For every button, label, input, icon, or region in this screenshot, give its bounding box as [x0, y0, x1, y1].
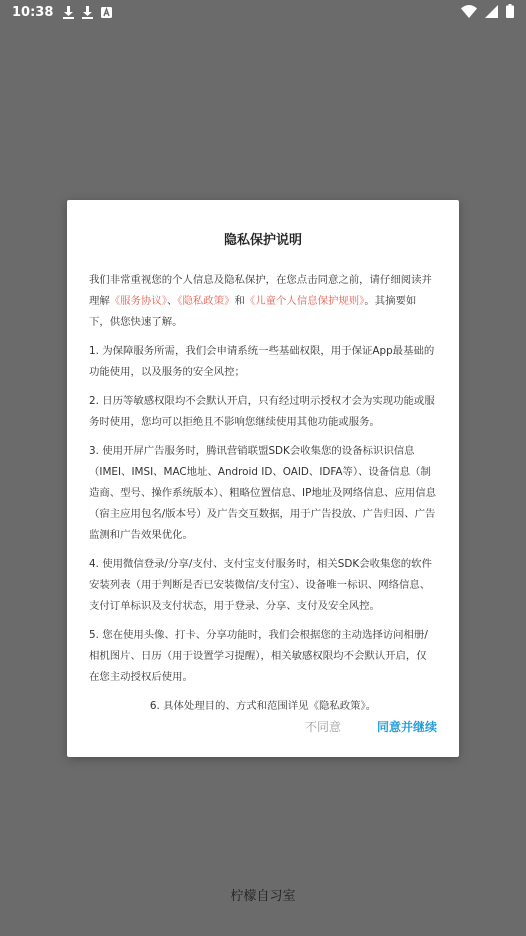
status-bar	[0, 0, 526, 24]
disagree-button[interactable]: 不同意	[304, 720, 341, 734]
item-permissions: 1. 为保障服务所需，我们会申请系统一些基础权限，用于保证App最基础的功能使用，以及服务的安全风控；	[89, 345, 435, 378]
intro-separator: 、	[166, 295, 178, 307]
intro-text: 。其摘要如下，供您快速了解。	[89, 295, 417, 328]
a-notification-icon	[101, 7, 112, 18]
signal-icon	[485, 5, 498, 18]
item-policy-reference: 6. 具体处理目的、方式和范围详见《隐私政策》。	[149, 700, 377, 712]
item-ad-sdk: 3. 使用开屏广告服务时，腾讯营销联盟SDK会收集您的设备标识识信息（IMEI、IMSI、MAC地址、Android ID、OAID、IDFA等）、设备信息（制造商、型号、操作系统版本）、粗略位置信息、IP地址及网络信息、应用信息（宿主应用包名/版本号）及广告交互数据，用于广告投放、广告归因、广告监测和广告效果优化。	[89, 445, 437, 541]
privacy-dialog	[67, 200, 459, 757]
status-system-icons	[461, 4, 514, 18]
battery-icon	[506, 4, 514, 18]
dialog-body	[89, 270, 437, 717]
intro-text: 我们非常重视您的个人信息及隐私保护，在您点击同意之前，请仔细阅读并理解	[89, 274, 432, 307]
privacy-policy-link[interactable]: 《隐私政策》	[177, 295, 235, 307]
intro-paragraph	[89, 270, 437, 333]
agree-button[interactable]: 同意并继续	[376, 720, 437, 734]
item-sensitive-permissions: 2. 日历等敏感权限均不会默认开启，只有经过明示授权才会为实现功能或服务时使用，您均可以拒绝且不影响您继续使用其他功能或服务。	[89, 395, 435, 428]
service-agreement-link[interactable]: 《服务协议》	[109, 295, 167, 307]
dialog-title: 隐私保护说明	[223, 233, 302, 248]
app-name: 柠檬自习室	[230, 889, 296, 904]
download-icon	[82, 6, 93, 19]
status-notification-icons	[63, 6, 112, 19]
download-icon	[63, 6, 74, 19]
status-time: 10:38	[12, 4, 54, 20]
item-wechat-alipay-sdk: 4. 使用微信登录/分享/支付、支付宝支付服务时，相关SDK会收集您的软件安装列表（用于判断是否已安装微信/支付宝）、设备唯一标识、网络信息、支付订单标识及支付状态，用于登录、分享、支付及安全风控。	[89, 558, 432, 612]
item-photo-calendar: 5. 您在使用头像、打卡、分享功能时，我们会根据您的主动选择访问相册/相机图片、日历（用于设置学习提醒），相关敏感权限均不会默认开启，仅在您主动授权后使用。	[89, 629, 428, 683]
dialog-actions	[305, 718, 437, 735]
wifi-icon	[461, 5, 477, 18]
children-privacy-rules-link[interactable]: 《儿童个人信息保护规则》	[244, 295, 365, 307]
intro-separator: 和	[234, 295, 245, 307]
